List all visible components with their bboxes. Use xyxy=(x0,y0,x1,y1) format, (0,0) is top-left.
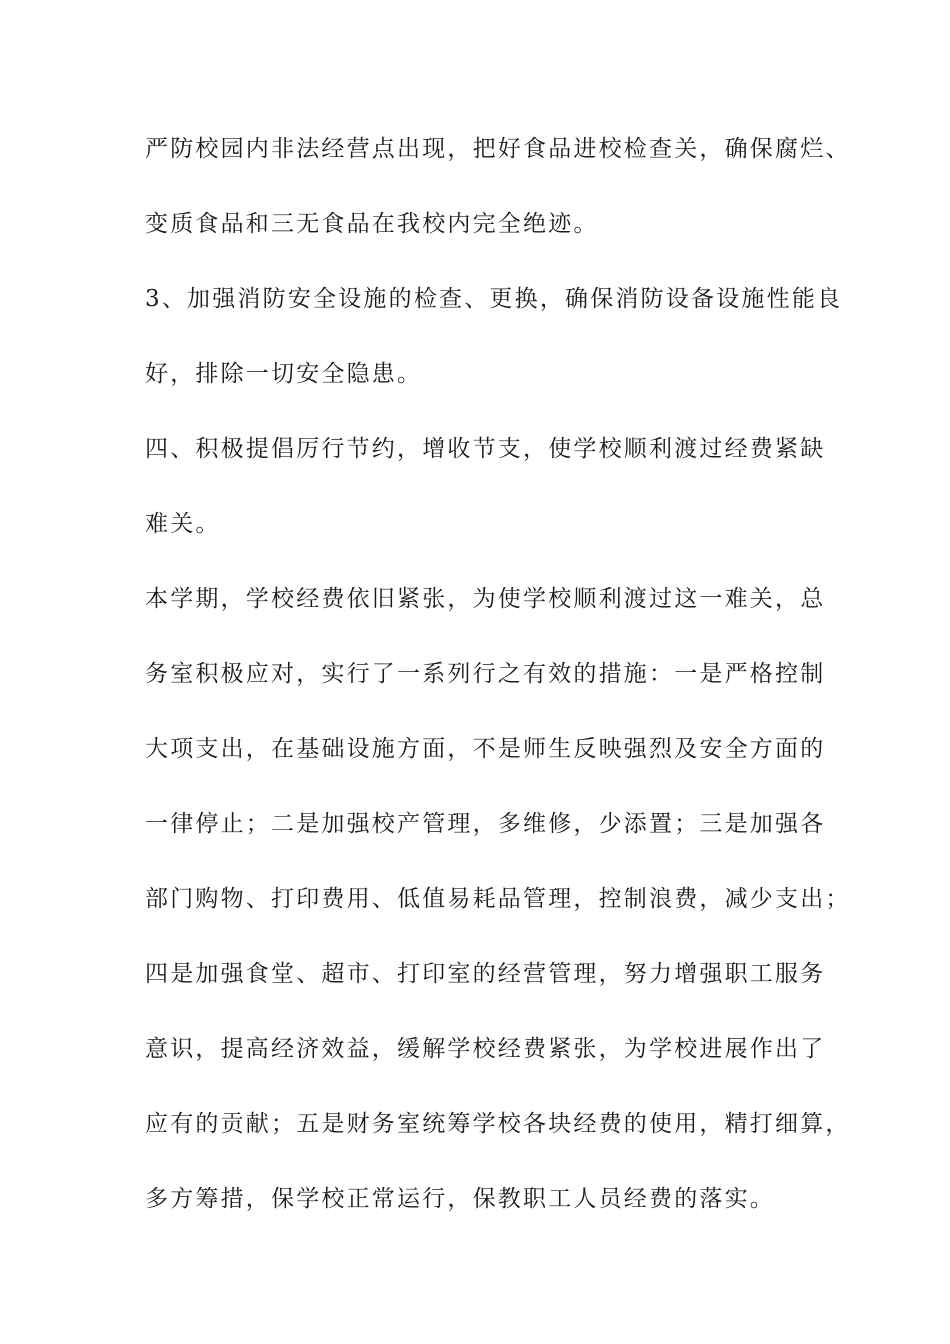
text-line: 严防校园内非法经营点出现，把好食品进校检查关，确保腐烂、 xyxy=(145,136,851,162)
text-line: 四是加强食堂、超市、打印室的经营管理，努力增强职工服务 xyxy=(145,961,826,987)
text-line: 好，排除一切安全隐患。 xyxy=(145,361,423,387)
section-heading-line: 四、积极提倡厉行节约，增收节支，使学校顺利渡过经费紧缺 xyxy=(145,436,826,462)
text-line: 变质食品和三无食品在我校内完全绝迹。 xyxy=(145,211,599,237)
text-line: 部门购物、打印费用、低值易耗品管理，控制浪费，减少支出； xyxy=(145,886,851,912)
text-line: 多方筹措，保学校正常运行，保教职工人员经费的落实。 xyxy=(145,1186,775,1212)
text-line: 务室积极应对，实行了一系列行之有效的措施：一是严格控制 xyxy=(145,661,826,687)
text-line: 3、加强消防安全设施的检查、更换，确保消防设备设施性能良 xyxy=(145,286,843,312)
text-line: 本学期，学校经费依旧紧张，为使学校顺利渡过这一难关，总 xyxy=(145,586,826,612)
text-line: 大项支出，在基础设施方面，不是师生反映强烈及安全方面的 xyxy=(145,736,826,762)
text-line: 一律停止；二是加强校产管理，多维修，少添置；三是加强各 xyxy=(145,811,826,837)
text-line: 应有的贡献；五是财务室统筹学校各块经费的使用，精打细算， xyxy=(145,1111,851,1137)
section-heading-line: 难关。 xyxy=(145,511,221,537)
text-line: 意识，提高经济效益，缓解学校经费紧张，为学校进展作出了 xyxy=(145,1036,826,1062)
